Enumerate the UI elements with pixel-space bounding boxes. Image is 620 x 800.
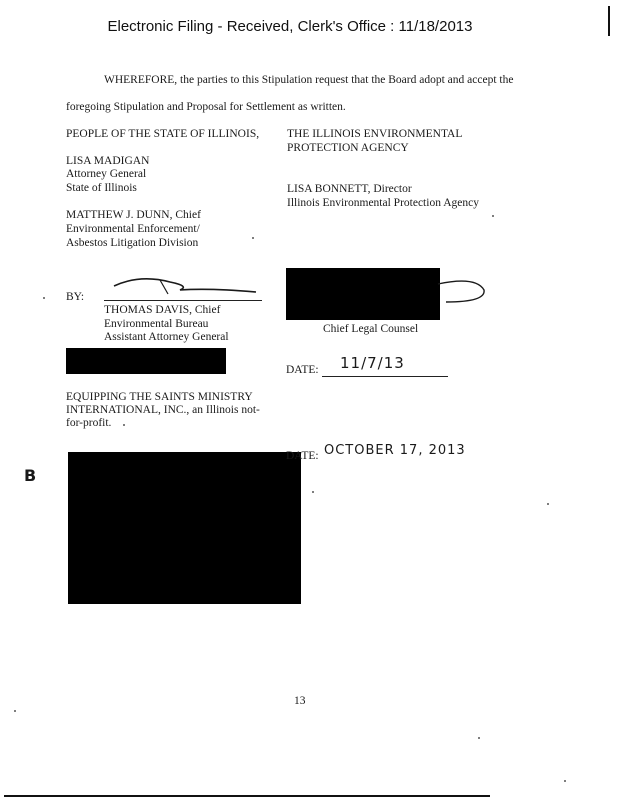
redaction-block-left (66, 348, 226, 374)
scan-speck (478, 737, 480, 739)
counsel-title: Chief Legal Counsel (323, 323, 419, 335)
by-label: BY: (66, 291, 85, 303)
scan-speck (492, 215, 494, 217)
respondent-line-2: INTERNATIONAL, INC., an Illinois not- (66, 404, 260, 416)
chief-name: MATTHEW J. DUNN, Chief (66, 209, 201, 221)
chief-division-1: Environmental Enforcement/ (66, 223, 200, 235)
signer-title-2: Assistant Attorney General (104, 331, 229, 343)
date-label-2: DATE: (286, 450, 319, 462)
scan-speck (252, 237, 254, 239)
signature-scribble-right (436, 276, 490, 310)
body-line-2: foregoing Stipulation and Proposal for Settlement as written. (66, 101, 346, 113)
scan-speck (43, 297, 45, 299)
scan-speck (123, 424, 125, 426)
redaction-block-right (286, 268, 440, 320)
body-line-1: WHEREFORE, the parties to this Stipulation request that the Board adopt and accept the (104, 74, 514, 86)
agency-line-1: THE ILLINOIS ENVIRONMENTAL (287, 128, 463, 140)
respondent-line-1: EQUIPPING THE SAINTS MINISTRY (66, 391, 253, 403)
ag-state: State of Illinois (66, 182, 137, 194)
ag-name: LISA MADIGAN (66, 155, 150, 167)
scan-speck (14, 710, 16, 712)
date-value-1: 11/7/13 (340, 354, 405, 372)
page-edge-mark (608, 6, 610, 36)
signer-name: THOMAS DAVIS, Chief (104, 304, 221, 316)
scan-speck (564, 780, 566, 782)
director-name: LISA BONNETT, Director (287, 183, 412, 195)
agency-line-2: PROTECTION AGENCY (287, 142, 409, 154)
filing-stamp-header: Electronic Filing - Received, Clerk's Office : 11/18/2013 (107, 18, 473, 35)
redaction-block-signature (68, 452, 301, 604)
respondent-line-3: for-profit. (66, 417, 112, 429)
director-title: Illinois Environmental Protection Agency (287, 197, 479, 209)
date-label-1: DATE: (286, 364, 319, 376)
scan-speck (312, 491, 314, 493)
chief-division-2: Asbestos Litigation Division (66, 237, 199, 249)
margin-handwritten-mark: B (24, 466, 38, 485)
page-number: 13 (294, 695, 306, 707)
signer-title-1: Environmental Bureau (104, 318, 209, 330)
scan-bottom-edge (4, 795, 490, 797)
signature-scribble-left (110, 272, 260, 304)
date-line-1 (322, 376, 448, 377)
ag-title: Attorney General (66, 168, 147, 180)
scan-speck (547, 503, 549, 505)
date-value-2: OCTOBER 17, 2013 (324, 443, 466, 458)
party-people: PEOPLE OF THE STATE OF ILLINOIS, (66, 128, 260, 140)
